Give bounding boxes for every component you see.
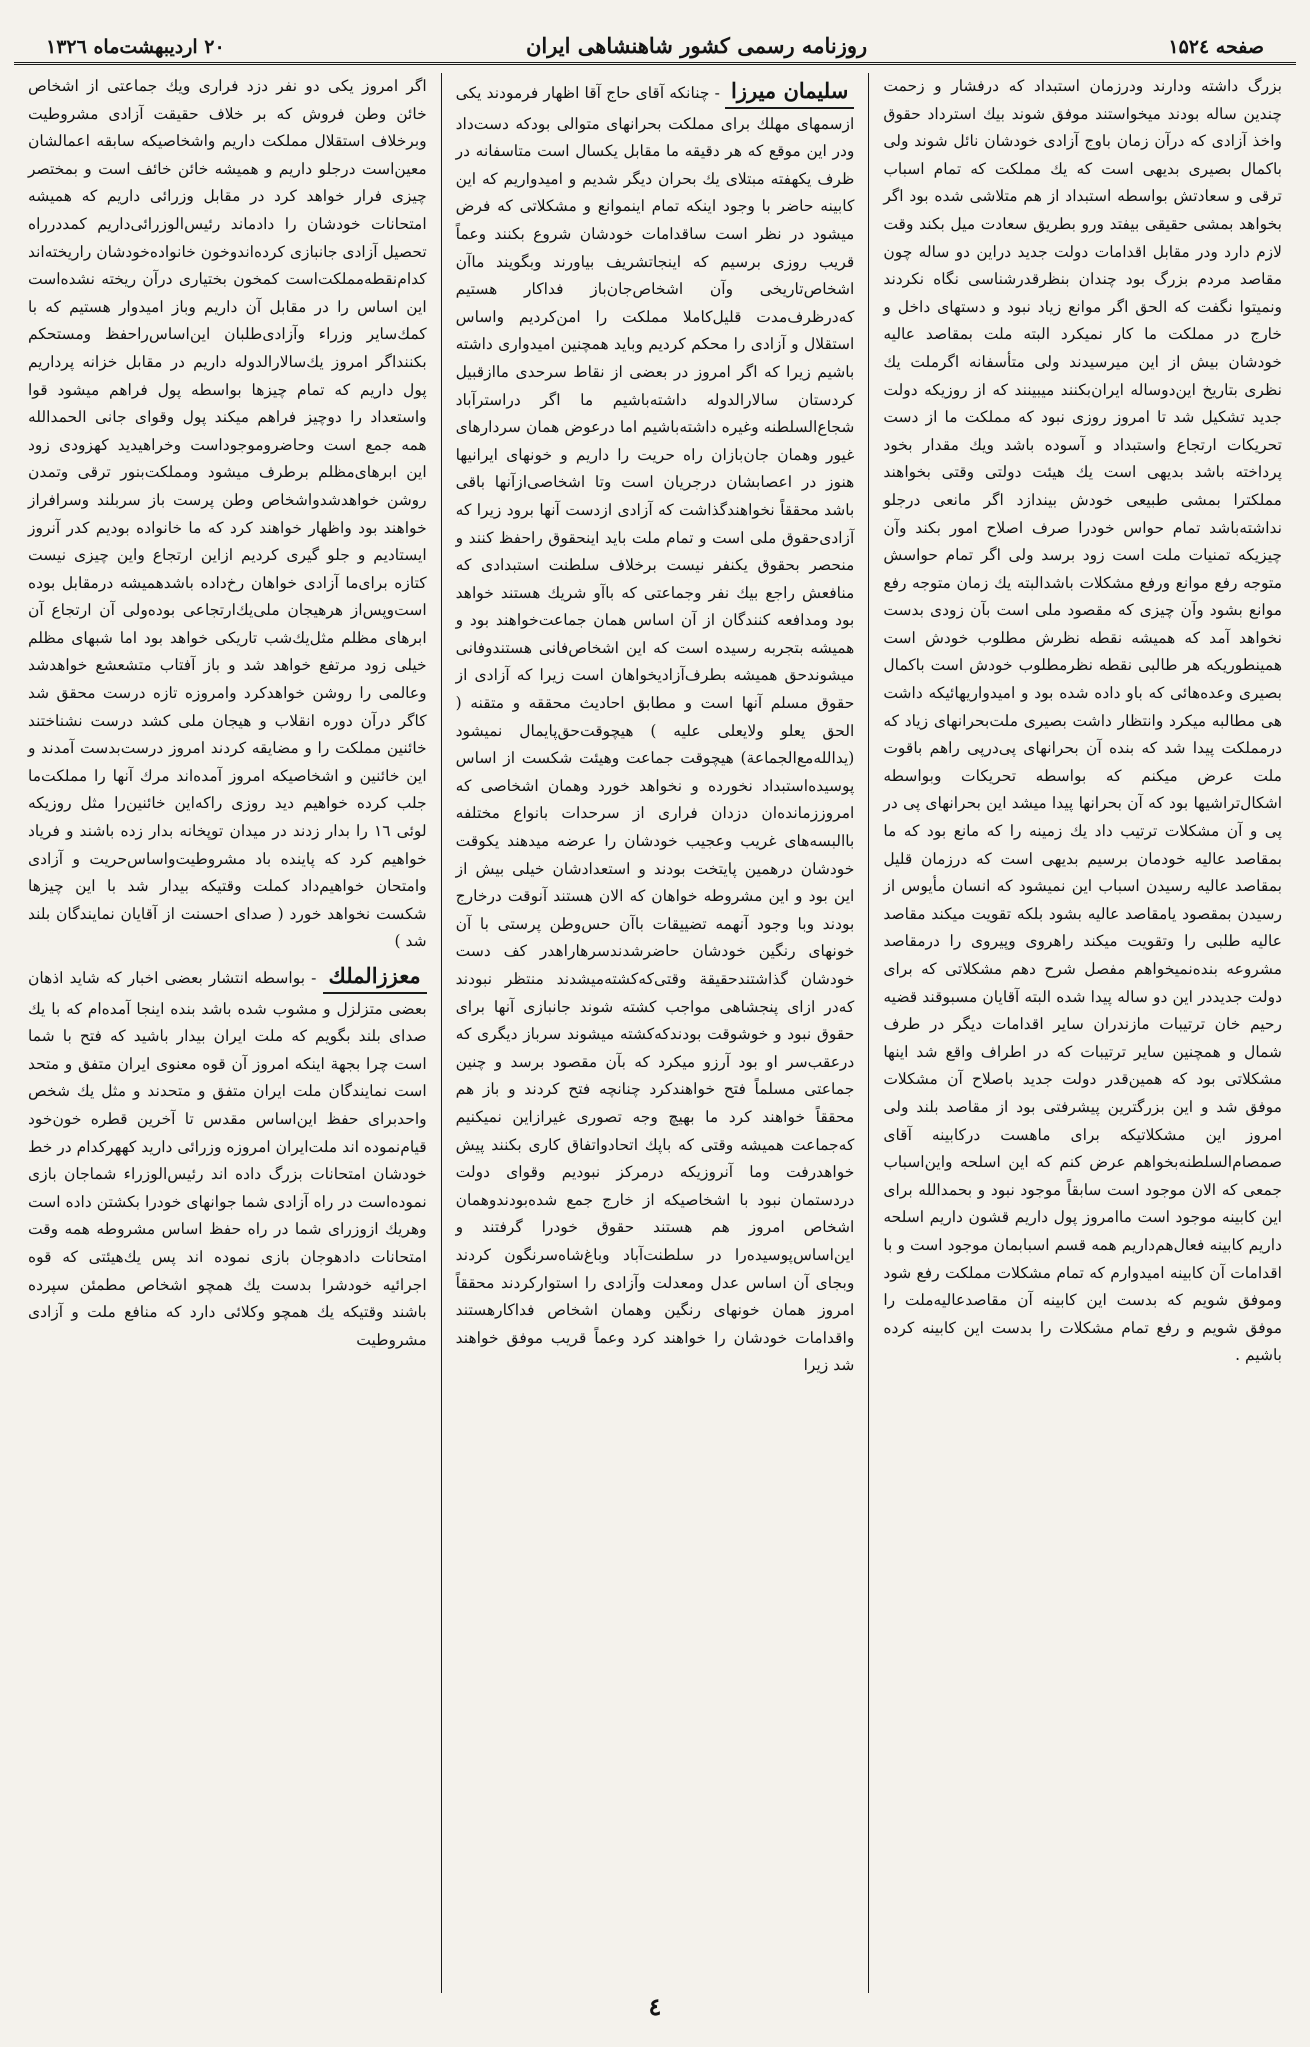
issue-date: ۲۰ اردیبهشت‌ماه ۱۳۲٦ xyxy=(46,36,225,58)
speaker-heading-moazzez-al-molk: معززالملك xyxy=(323,962,427,994)
column-right xyxy=(869,73,1296,1993)
column-right-text: بزرگ داشته ودارند ودرزمان استبداد که درفشار و زحمت چندین ساله بودند میخواستند موفق شوند بیك استرداد حقوق واخذ آزادی که درآن زمان باوج آزادی خودشان نائل شوند ولی باکمال بصیری بدیهی است که یك مملکت که تمام اسباب ترقی و سعادتش بواسطه استبداد از هم متلاشی شده بود اگر بخواهد بمشی حقیقی بیفتد ورو بطریق سعادت میل بکند وقت لازم دارد ودر مقابل اقدامات دولت جدید دراین دو ساله چون مقاصد مردم بزرگ بود چندان بنظرقدرشناسی نگاه نکردند ونمیتوا نگفت که الحق اگر موانع زیاد نبود و دستهای داخل و خارج در مملکت ما کار نمیکرد البته ملت بمقاصد عالیه خودشان بیش از این میرسیدند ولی متأسفانه اگرملت یك نظری بتاریخ این‌دوساله ایران‌بکنند میبینند که از روزیکه دولت جدید تشکیل شد تا امروز روزی نبود که مملکت ما از دست تحریکات ارتجاع واستبداد و آسوده باشد ویك مقدار بخود پرداخته باشد بدیهی است یك هیئت دولتی وقتی بخواهند مملکترا بمشی طبیعی خودش بیندازد اگر مانعی درجلو نداشته‌باشد تمام حواس خودرا صرف اصلاح امور بکند وآن چیزیکه تمنیات ملت است زود برسد ولی اگر تمام حواسش متوجه رفع موانع ورفع مشکلات باشدالبته یك زمان متوجه رفع موانع بشود وآن چیزی که مقصود ملی است بآن زودی بدست نخواهد آمد که همیشه نقطه نظرش مطلوب خودش است همینطوریکه هر طالبی نقطه نظرمطلوب خودش است باکمال بصیری وعده‌هائی که باو داده شده بود و امیدواریهائیکه داشت هی مطالبه میکرد وانتظار داشت بصیری ملت‌بحرانهای زیاد که درمملکت پیدا شد که بنده آن بحرانهای پی‌درپی راهم باقوت ملت عرض میکنم که بواسطه تحریکات وبواسطه اشکال‌تراشیها بود که آن بحرانها پیدا میشد این بحرانهای پی در پی و آن مشکلات ترتیب داد یك زمینه را که مانع بود که ما بمقاصد عالیه خودمان برسیم بدیهی است که درزمان قلیل بمقاصد عالیه رسیدن اسباب این نمیشود که انسان مأیوس از رسیدن بمقصود یامقاصد عالیه بشود بلکه تقویت میکند مقاصد عالیه طلبی را وتقویت میکند راهروی وپیروی را درمقاصد مشروعه بنده‌نمیخواهم مفصل شرح دهم مشکلاتی که برای دولت جدیددر این دو ساله پیدا شده البته آقایان مسبوقند قضیه رحیم خان ترتیبات مازندران سایر اقدامات دیگر در طرف شمال و همچنین سایر ترتیبات که در اطراف واقع شد اینها مشکلاتی بود که همین‌قدر دولت جدید باصلاح آن مشکلات موفق شد و این بزرگترین پیشرفتی بود از مقاصد بلند ولی امروز این مشکلاتیکه برای ماهست درکابینه آقای صمصام‌السلطنه‌بخواهم عرض کنم که این اسلحه واین‌اسباب جمعی که الان موجود است سابقاً موجود نبود و بحمدالله برای این کابینه موجود است ماامروز پول داریم قشون داریم اسلحه داریم کابینه فعال‌هم‌داریم همه قسم اسبابمان موجود است و با اقدامات آن کابینه امیدوارم که تمام مشکلات مملکت رفع شود وموفق شویم که بدست این کابینه آن مقاصدعالیه‌ملت را موفق شویم و رفع تمام مشکلات را بدست این کابینه کرده باشیم . xyxy=(883,77,1282,1365)
column-left xyxy=(14,73,442,1993)
footer-page-number: ٤ xyxy=(648,1992,662,2021)
page-number-label: صفحه ۱۵۲٤ xyxy=(1168,36,1264,58)
column-middle xyxy=(442,73,870,1993)
column-middle-text: - چنانکه آقای حاج آقا اظهار فرمودند یکی ازسمهای مهلك برای مملکت بحرانهای متوالی بودکه دست‌داد ودر این موقع که هر دقیقه ما مقابل یکسال است متاسفانه در ظرف یکهفته مبتلای یك بحران دیگر شدیم و امیدواریم که این کابینه حاضر با وجود اینکه تمام اینموانع و مشکلاتی که فرض میشود در نظر است ساقدامات خودشان شروع بکنند وعماً قریب روزی برسیم که اینجاتشریف بیاورند وبگویند ماآن اشخاص‌تاریخی وآن اشخاص‌جان‌باز فداکار هستیم که‌درظرف‌مدت قلیل‌کاملا مملکت را امن‌کردیم واساس استقلال و آزادی را محکم کردیم وباید همچنین امیدواری داشته باشیم زیرا که اگر امروز در بعضی از نقاط سرحدی ماازقبیل کردستان سالارالدوله داشته‌باشیم ما اگر دراسترآباد شجاع‌السلطنه وغیره داشته‌باشیم اما درعوض همان سردارهای غیور وهمان جان‌بازان راه حریت را داریم و خونهای ایرانیها هنوز در اعصابشان درجریان است وتا اشخاصی‌ازآنها باقی باشد محققاً نخواهندگذاشت که آزادی ازدست آنها برود زیرا که آزادی‌حقوق ملی است و تمام ملت باید اینحقوق راحفظ کنند و منحصر بحقوق یکنفر نیست برخلاف سلطنت استبدادی که منافعش راجع بیك نفر وجماعتی که باآو شریك هستند خواهد بود ومدافعه کنندگان از آن اساس همان جماعت‌خواهند بود و همیشه بتجربه رسیده است که این اشخاص‌فانی هستندوفانی میشوندحق همیشه بطرف‌آزادیخواهان است زیرا که آزادی از حقوق مسلم آنها است و مطابق احادیث محققه و متقنه ( الحق یعلو ولایعلی علیه ) هیچوقت‌حق‌پایمال نمیشود (یدالله‌مع‌الجماعة) هیچوقت جماعت وهیئت شکست از اساس پوسیده‌استبداد نخورده و نخواهد خورد وهمان اشخاصی که امروززمانده‌ان دزدان فراری از سرحدات بانواع مختلفه باالبسه‌های غریب وعجیب خودشان را عرضه میدهند یکوقت خودشان درهمین پایتخت بودند و استعدادشان خیلی بیش از این بود و این مشروطه خواهان که الان هستند آنوقت درخارج بودند وبا وجود آنهمه تضییقات باآن حس‌وطن پرستی با آن خونهای رنگین خودشان حاضرشدندسرهاراهدر کف دست خودشان گذاشتندحقیقة وقتی‌که‌کشته‌میشدند منتظر نبودند که‌در ازای پنجشاهی مواجب کشته شوند جانبازی آنها برای حقوق ‌نبود و خوشوقت بودندکه‌کشته میشوند سرباز دیگری که درعقب‌سر او بود آرزو میکرد که بآن مقصود برسد و چنین جماعتی مسلماً فتح خواهندکرد چنانچه فتح کردند و باز هم محققاً خواهند کرد ما بهیچ وجه تصوری غیرازاین نمیکنیم که‌جماعت همیشه وقتی که باپك اتحادواتفاق کاری بکنند پیش خواهدرفت وما آنروزیکه درمرکز نبودیم وقوای دولت دردستمان نبود با اشخاصیکه از خارج جمع شده‌بودندوهمان اشخاص امروز هم هستند حقوق خودرا گرفتند و این‌اساس‌پوسیده‌را در سلطنت‌آباد وباغ‌شاه‌سرنگون کردند وبجای آن اساس عدل ومعدلت وآزادی را استوارکردند محققاً امروز همان خونهای رنگین وهمان اشخاص فداکارهستند واقدامات خودشان را خواهند کرد وعماً قریب موفق خواهند شد زیرا xyxy=(455,84,855,1375)
column-left-text-2: - بواسطه انتشار بعضی اخبار که شاید اذهان بعضی متزلزل و مشوب شده باشد بنده اینجا آمده‌ام که با یك صدای بلند بگویم که ملت ایران بیدار باشید که فتح با شما است چرا بجهة اینکه امروز آن قوه معنوی ایران متفق و متحد است نمایندگان ملت ایران متفق و متحدند و مثل یك شخص واحدبرای حفظ این‌اساس مقدس تا آخرین قطره خون‌خود قیام‌نموده اند ملت‌ایران امروزه وزرائی دارید کههرکدام در خط خودشان امتحانات بزرگ داده اند رئیس‌الوزراء شماجان بازی نموده‌است در راه آزادی شما جوانهای خودرا بکشتن داده است وهریك ازوزرای شما در راه حفظ اساس مشروطه همه وقت امتحانات دادهوجان بازی نموده اند پس یك‌هیئتی که قوه اجرائیه خودشرا بدست یك همچو اشخاص مطمئن سپرده باشند وقتیکه یك همچو وکلائی دارد که منافع ملت و آزادی مشروطیت xyxy=(27,969,427,1349)
newspaper-title: روزنامه رسمی کشور شاهنشاهی ایران xyxy=(525,33,868,58)
column-left-body-2 xyxy=(28,958,427,1354)
speaker-heading-soleiman-mirza: سلیمان میرزا xyxy=(725,77,854,109)
newspaper-page xyxy=(14,14,1296,2033)
column-middle-body xyxy=(456,73,855,1380)
masthead xyxy=(14,14,1296,65)
columns xyxy=(14,73,1296,1993)
column-left-text-1: اگر امروز یکی دو نفر دزد فراری ویك جماعتی از اشخاص خائن وطن فروش که بر خلاف حقیقت آزادی مشروطیت وبرخلاف استقلال مملکت داریم واشخاصیکه سابقه اعمالشان معین‌است درجلو داریم و همیشه خائن خائف است و بمختصر چیزی فرار خواهد کرد در مقابل وزرائی داریم که همیشه امتحانات خودشان را دادماند رئیس‌الوزرائی‌داریم کمددرراه تحصیل آزادی جانبازی کرده‌اندوخون خانواده‌خودشان راریخته‌اند کدام‌نقطه‌مملکت‌است کمخون بختیاری در‌آن ریخته نشده‌است این اساس را در مقابل آن داریم وباز امیدوار هستیم که با کمك‌سایر وزراء وآزادی‌طلبان این‌اساس‌راحفظ ومستحکم بکنند‌اگر امروز یك‌سالارالدوله داریم در مقابل خزانه پرداریم پول داریم که تمام چیزها بواسطه پول فراهم میشود قوا واستعداد را دوچیز فراهم میکند پول وقوای جانی الحمدالله همه جمع است وحاضروموجوداست وخراهیدید کهزودی زود این ابرهای‌مظلم برطرف میشود ومملکت‌بنور ترقی وتمدن روشن خواهدشدواشخاص وطن پرست باز سربلند وسرافراز خواهند بود واظهار خواهند کرد که ما خانواده بودیم کدر آنروز ایستادیم و جلو گیری کردیم ازاین ارتجاع واین چیزی نیست کتازه برای‌ما آزادی خواهان رخ‌داده باشدهمیشه درمقابل بوده است‌وپس‌از هرهیجان ملی‌یك‌ارتجاعی بوده‌ولی آن ارتجاع آن ابرهای مظلم مثل‌یك‌شب تاریکی خواهد بود اما شبهای مظلم خیلی زود مرتفع خواهد شد و باز آفتاب متشعشع خواهدشد وعالمی را روشن خواهدکرد وامروزه تازه درست محقق شد کاگر درآن دوره انقلاب و هیجان ملی کشد درست نشناختند خائنین‌ مملکت را و مضایقه کردند امروز درست‌بدست آمدند و این خائنین و اشخاصیکه امروز آمده‌اند مرك آنها را مملکت‌ما جلب کرده خواهیم دید روزی راکه‌این خائنین‌را مثل روزیکه لوئی ۱٦ را بدار زدند در میدان توپخانه بدار زده باشند و فریاد خواهیم کرد که پاینده باد مشروطیت‌واساس‌حریت و آزادی وامتحان خواهیم‌داد کملت وقتیکه بیدار شد با این چیزها شکست نخواهد خورد ( صدای احسنت از آقایان نمایندگان بلند شد ) xyxy=(27,77,427,951)
